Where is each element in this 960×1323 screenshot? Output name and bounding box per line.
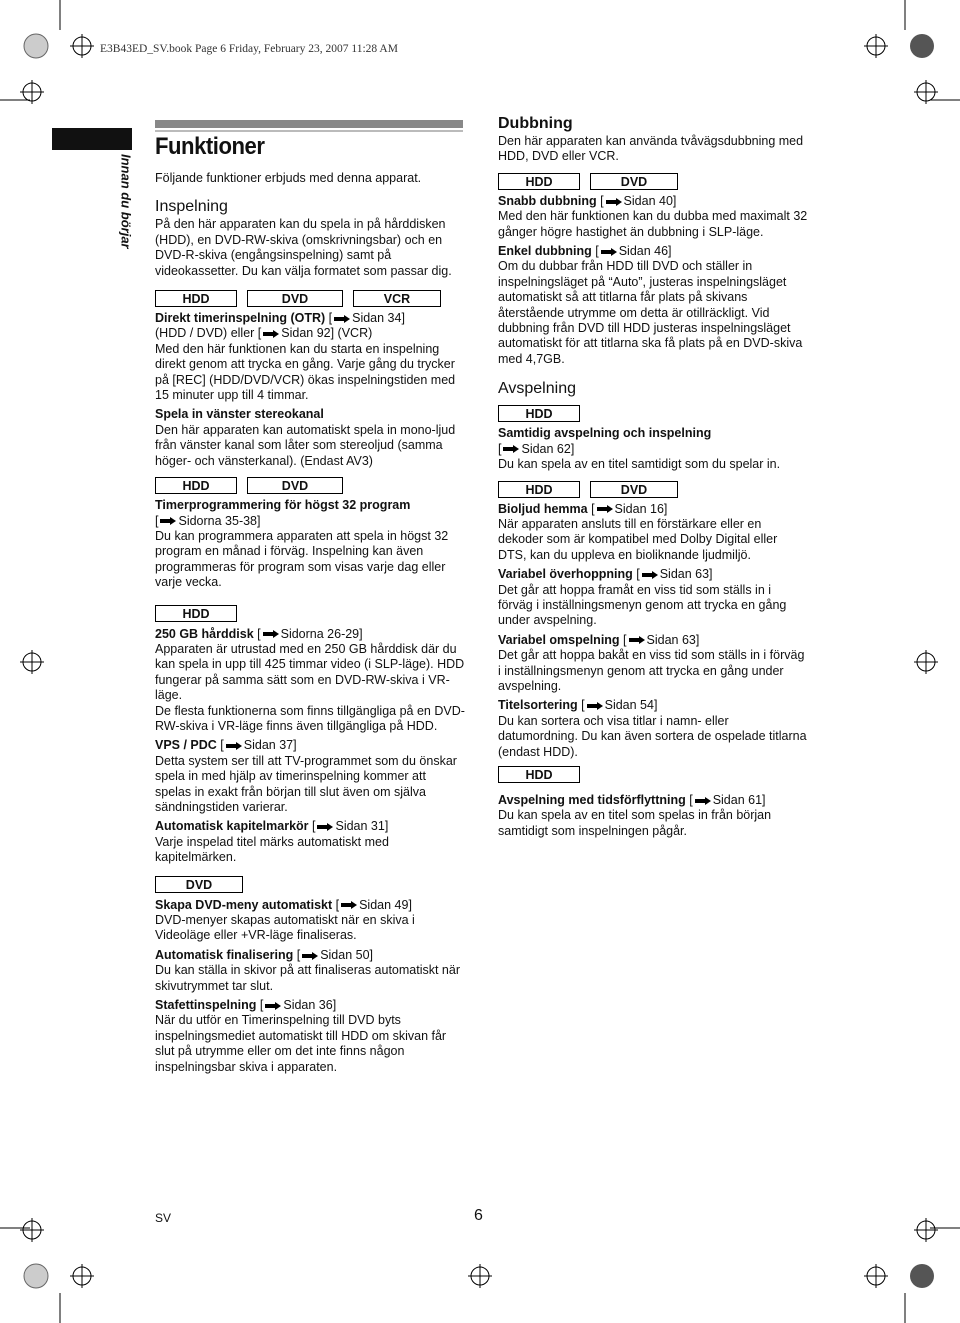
page-reference-arrow-icon xyxy=(226,742,242,750)
feature-ref: Sidan 46] xyxy=(618,244,672,259)
page-reference-arrow-icon xyxy=(263,630,279,638)
feature-left-channel xyxy=(155,407,465,469)
feature-text: Det går att hoppa framåt en viss tid som ställs in i förväg i inställningsmenyn genom att trycka en gång under avspelning. xyxy=(498,582,787,628)
page-reference-arrow-icon xyxy=(302,952,318,960)
media-badge: DVD xyxy=(590,173,678,190)
feature-variable-replay: Variabel omspelning [ Sidan 63] Det går att hoppa bakåt en viss tid som ställs in i förväg i inställningsmenyn genom att trycka en gång under avspelning. xyxy=(498,632,805,693)
left-column xyxy=(155,171,465,1075)
section-heading-dubbning: Dubbning xyxy=(498,115,573,132)
feature-ref: Sidorna 35-38] xyxy=(178,513,261,528)
feature-ref: Sidan 31] xyxy=(335,819,389,834)
page-reference-arrow-icon xyxy=(265,1002,281,1010)
feature-text: Den här apparaten kan automatiskt spela in mono-ljud från vänster kanal som låter som stereoljud (samma höger- och vänsterkanal). (Endast AV3) xyxy=(155,422,456,468)
feature-text: Du kan spela av en titel samtidigt som du spelar in. xyxy=(498,457,781,472)
feature-title: Skapa DVD-meny automatiskt xyxy=(155,897,333,912)
side-tab-block xyxy=(52,128,132,150)
feature-text: Detta system ser till att TV-programmet som du önskar spela in med hjälp av timerinspelning kommer att spelas in exakt från början till slut även om själva sändningstiden varierar. xyxy=(155,753,457,814)
dubbning-text: Den här apparaten kan använda tvåvägsdubbning med HDD, DVD eller VCR. xyxy=(498,134,804,164)
feature-text: När du utför en Timerinspelning till DVD byts inspelningsmediet automatiskt till HDD om skivan får slut på utrymme eller om det inte finns någon inspelningsbar skiva i apparaten. xyxy=(155,1013,447,1074)
media-badges xyxy=(498,481,808,498)
feature-text: Det går att hoppa bakåt en viss tid som ställs in i förväg i inställningsmenyn genom att trycka en gång under avspelning. xyxy=(498,648,805,693)
feature-text: Varje inspelad titel märks automatiskt med kapitelmärken. xyxy=(155,834,389,865)
page-reference-arrow-icon xyxy=(597,505,613,513)
feature-chapter: Automatisk kapitelmarkör [ Sidan 31] Varje inspelad titel märks automatiskt med kapitelmärken. xyxy=(155,819,389,865)
media-badge: HDD xyxy=(498,766,580,783)
page-reference-arrow-icon xyxy=(503,445,519,453)
feature-title: Avspelning med tidsförflyttning xyxy=(498,793,686,807)
media-badges xyxy=(155,876,465,893)
feature-ref: Sidorna 26-29] xyxy=(280,626,363,641)
feature-ref: Sidan 61] xyxy=(712,793,766,807)
feature-ref: Sidan 49] xyxy=(359,897,412,912)
feature-text: Du kan programmera apparaten att spela in högst 32 program en månad i förväg. Inspelning kan även programmeras för program som visas varje dag eller varje vecka. xyxy=(155,528,449,590)
footer-language: SV xyxy=(155,1211,172,1225)
feature-home-theater: Bioljud hemma [ Sidan 16] När apparaten ansluts till en förstärkare eller en dekoder som är kompatibel med Dolby Digital eller DTS, kan du uppleva en bioliknande ljudmiljö. xyxy=(498,501,778,562)
feature-title-sort: Titelsortering [ Sidan 54] Du kan sortera och visa titlar i namn- eller datumordning. Du kan även sortera de ospelade titlarna (endast HDD). xyxy=(498,698,807,759)
media-badges xyxy=(498,173,808,190)
feature-title: Variabel överhoppning xyxy=(498,567,633,582)
feature-ref: Sidan 36] xyxy=(283,998,337,1013)
feature-relay: Stafettinspelning [ Sidan 36] När du utför en Timerinspelning till DVD byts inspelningsmediet automatiskt till HDD om skivan får slut på utrymme eller om det inte finns någon inspelningsbar skiva i apparaten. xyxy=(155,998,447,1074)
media-badge: DVD xyxy=(247,290,343,307)
feature-ref: Sidan 54] xyxy=(604,698,658,713)
media-badge: VCR xyxy=(353,290,441,307)
feature-ref: Sidan 37] xyxy=(243,738,297,753)
feature-text: Du kan spela av en titel som spelas in från början samtidigt som inspelningen pågår. xyxy=(498,808,772,838)
feature-title: VPS / PDC xyxy=(155,738,217,753)
media-badge: HDD xyxy=(155,477,237,494)
feature-ref: Sidan 92] (VCR) xyxy=(281,326,373,341)
media-badge: HDD xyxy=(155,605,237,622)
page-reference-arrow-icon xyxy=(642,571,658,579)
inspelning-text: På den här apparaten kan du spela in på hårddisken (HDD), en DVD-RW-skiva (omskrivningsbar) och en DVD-R-skiva (engångsinspelning) samt på videokassetter. Du kan välja formatet som passar dig. xyxy=(155,217,452,278)
feature-otr: Direkt timerinspelning (OTR) [ Sidan 34] (HDD / DVD) eller [ Sidan 92] (VCR) Med den här funktionen kan du starta en inspelning direkt genom att trycka en gång. Varje gång du trycker på [REC] (HDD/DVD/VCR) ökas inspelningstiden med 15 minuter upp till 4 timmar. xyxy=(155,311,456,403)
media-badge: HDD xyxy=(498,481,580,498)
feature-text: DVD-menyer skapas automatiskt när en skiva i Videoläge eller +VR-läge finaliseras. xyxy=(155,913,415,943)
book-file-info: E3B43ED_SV.book Page 6 Friday, February 23, 2007 11:28 AM xyxy=(100,43,398,55)
media-badges xyxy=(155,605,465,622)
feature-ref: Sidan 62] xyxy=(521,441,575,456)
feature-title: Direkt timerinspelning (OTR) xyxy=(155,311,326,326)
media-badge: DVD xyxy=(247,477,343,494)
section-heading-avspelning: Avspelning xyxy=(498,380,576,398)
feature-title: Bioljud hemma xyxy=(498,501,588,516)
feature-text: Med den här funktionen kan du starta en inspelning direkt genom att trycka en gång. Varje gång du trycker på [REC] (HDD/DVD/VCR) ökas inspelningstiden med 15 minuter upp till 4 timmar. xyxy=(155,341,456,403)
feature-ref: Sidan 34] xyxy=(352,311,405,326)
feature-title: Stafettinspelning xyxy=(155,998,257,1013)
feature-ref: Sidan 63] xyxy=(659,567,713,582)
feature-title: Titelsortering xyxy=(498,698,578,713)
feature-vps: VPS / PDC [ Sidan 37] Detta system ser till att TV-programmet som du önskar spela in med hjälp av timerinspelning kommer att spelas in exakt från början till slut även om själva sändningstiden varierar. xyxy=(155,738,457,814)
page-reference-arrow-icon xyxy=(587,702,603,710)
media-badges xyxy=(155,477,465,494)
feature-title: Snabb dubbning xyxy=(498,193,597,208)
feature-text: Om du dubbar från HDD till DVD och ställer in inspelningsläget på “Auto”, justeras inspelningsläget automatiskt så att titlarna får plats på skivans återstående utrymme om detta är otillräckligt. Vid dubbning från DVD till HDD justeras inspelningsläget automatiskt för att titlarna ska få plats på en DVD-skiva med 4,7GB. xyxy=(498,259,803,366)
feature-title: Automatisk kapitelmarkör xyxy=(155,819,309,834)
feature-text: När apparaten ansluts till en förstärkare eller en dekoder som är kompatibel med Dolby Digital eller DTS, kan du uppleva en bioliknande ljudmiljö. xyxy=(498,516,778,562)
media-badges xyxy=(498,766,808,783)
feature-text: Du kan sortera och visa titlar i namn- eller datumordning. Du kan även sortera de ospelade titlarna (endast HDD). xyxy=(498,713,807,759)
feature-title: Timerprogrammering för högst 32 program xyxy=(155,498,411,513)
feature-ref-prefix: (HDD / DVD) eller [ xyxy=(155,326,262,341)
feature-timer: Timerprogrammering för högst 32 program [ Sidorna 35-38] Du kan programmera apparaten att spela in högst 32 program en månad i förväg. Inspelning kan även programmeras för program som visas varje dag eller varje vecka. xyxy=(155,498,449,590)
title-rule xyxy=(155,120,463,128)
feature-simple-dubbing: Enkel dubbning [ Sidan 46] Om du dubbar från HDD till DVD och ställer in inspelningsläget på “Auto”, justeras inspelningsläget automatiskt så att titlarna får plats på skivans återstående utrymme om detta är otillräckligt. Vid dubbning från DVD till HDD justeras inspelningsläget automatiskt för att titlarna ska få plats på en DVD-skiva med 4,7GB. xyxy=(498,244,803,366)
page-reference-arrow-icon xyxy=(629,636,645,644)
media-badge: DVD xyxy=(590,481,678,498)
media-badge: HDD xyxy=(155,290,237,307)
page-reference-arrow-icon xyxy=(317,823,333,831)
media-badge: HDD xyxy=(498,173,580,190)
media-badge: HDD xyxy=(498,405,580,422)
feature-fast-dubbing: Snabb dubbning [ Sidan 40] Med den här funktionen kan du dubba med maximalt 32 gånger högre hastighet än dubbning i SLP-läge. xyxy=(498,193,808,239)
feature-variable-skip: Variabel överhoppning [ Sidan 63] Det går att hoppa framåt en viss tid som ställs in i förväg i inställningsmenyn genom att trycka en gång under avspelning. xyxy=(498,567,787,628)
feature-ref: Sidan 50] xyxy=(320,947,374,962)
page-title: Funktioner xyxy=(155,133,265,160)
feature-text: Du kan ställa in skivor på att finaliseras automatiskt när skivutrymmet tar slut. xyxy=(155,963,460,993)
feature-chasing-playback: Avspelning med tidsförflyttning [ Sidan 61] Du kan spela av en titel som spelas in från början samtidigt som inspelningen pågår. xyxy=(498,793,772,838)
feature-finalize: Automatisk finalisering [ Sidan 50] Du kan ställa in skivor på att finaliseras automatiskt när skivutrymmet tar slut. xyxy=(155,947,460,993)
feature-ref: Sidan 63] xyxy=(646,632,700,647)
page-reference-arrow-icon xyxy=(601,248,617,256)
media-badge: DVD xyxy=(155,876,243,893)
page-reference-arrow-icon xyxy=(606,198,622,206)
page-reference-arrow-icon xyxy=(263,330,279,338)
feature-text: Med den här funktionen kan du dubba med maximalt 32 gånger högre hastighet än dubbning i SLP-läge. xyxy=(498,209,808,239)
page-reference-arrow-icon xyxy=(160,517,176,525)
feature-simultaneous: Samtidig avspelning och inspelning [ Sidan 62] Du kan spela av en titel samtidigt som du spelar in. xyxy=(498,426,781,472)
feature-title: Samtidig avspelning och inspelning xyxy=(498,426,712,441)
page-reference-arrow-icon xyxy=(341,901,357,909)
feature-dvdmenu: Skapa DVD-meny automatiskt [ Sidan 49] DVD-menyer skapas automatiskt när en skiva i Videoläge eller +VR-läge finaliseras. xyxy=(155,897,415,943)
feature-title: Spela in vänster stereokanal xyxy=(155,407,324,422)
feature-title: Enkel dubbning xyxy=(498,244,592,259)
page-reference-arrow-icon xyxy=(334,315,350,323)
feature-ref: Sidan 40] xyxy=(623,193,677,208)
feature-text: De flesta funktionerna som finns tillgängliga på en DVD-RW-skiva i VR-läge finns även tillgängliga på HDD. xyxy=(155,703,465,733)
media-badges xyxy=(498,405,808,422)
page-reference-arrow-icon xyxy=(695,797,711,805)
feature-title: 250 GB hårddisk xyxy=(155,626,254,641)
media-badges xyxy=(155,290,465,307)
title-rule-thin xyxy=(155,130,463,132)
feature-title: Automatisk finalisering xyxy=(155,947,294,962)
section-heading-inspelning: Inspelning xyxy=(155,198,228,216)
feature-ref: Sidan 16] xyxy=(614,501,668,516)
feature-hdd250: 250 GB hårddisk [ Sidorna 26-29] Apparaten är utrustad med en 250 GB hårddisk där du kan spela in upp till 425 timmar video (i SLP-läge). HDD fungerar på samma sätt som en DVD-RW-skiva i VR-läge. De flesta funktionerna som finns tillgängliga på en DVD-RW-skiva i VR-läge finns även tillgängliga på HDD. xyxy=(155,626,465,733)
intro-text: Följande funktioner erbjuds med denna apparat. xyxy=(155,171,422,185)
page-number: 6 xyxy=(474,1207,483,1224)
feature-text: Apparaten är utrustad med en 250 GB hårddisk där du kan spela in upp till 425 timmar video (i SLP-läge). HDD fungerar på samma sätt som en DVD-RW-skiva i VR-läge. xyxy=(155,641,465,703)
right-column xyxy=(498,114,808,839)
feature-title: Variabel omspelning xyxy=(498,632,620,647)
side-tab-label: Innan du börjar xyxy=(118,154,134,249)
